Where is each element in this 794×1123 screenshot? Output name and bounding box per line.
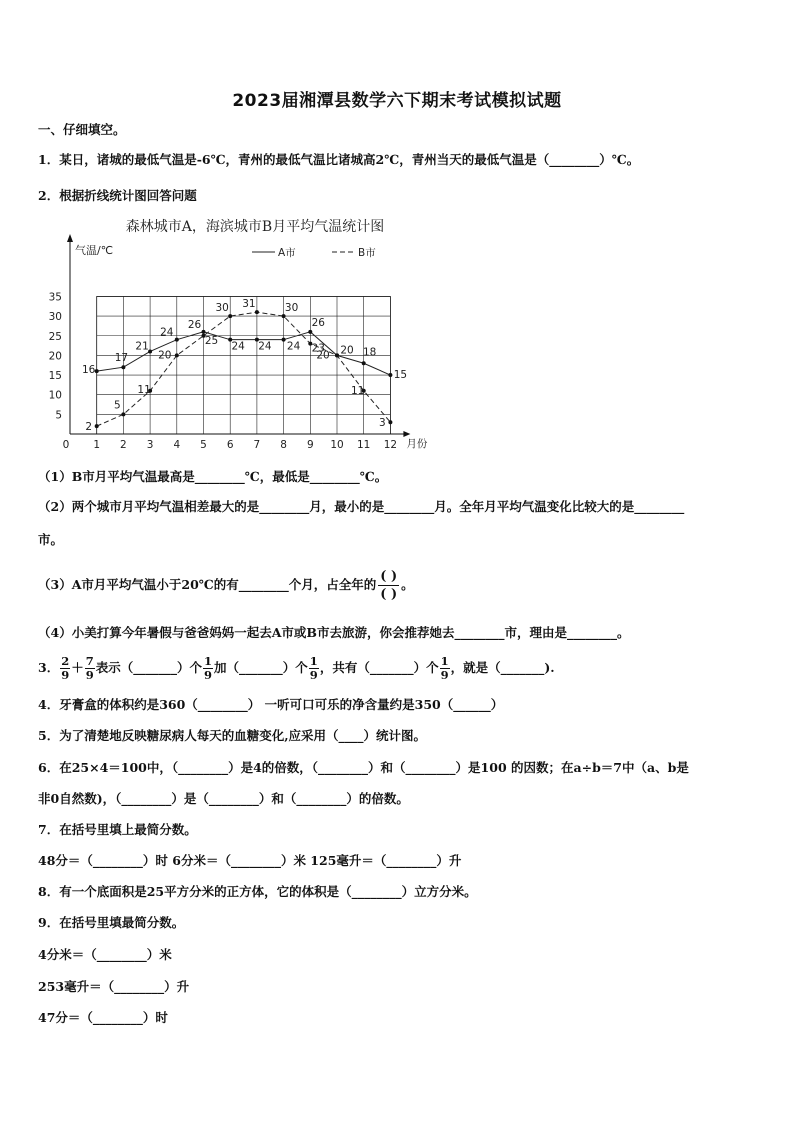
fraction-2-9 — [60, 655, 70, 682]
question-8: 8．有一个底面积是25平方分米的正方体，它的体积是（________）立方分米。 — [38, 884, 477, 899]
fraction-denominator: 9 — [309, 668, 318, 682]
y-tick-label: 20 — [48, 350, 62, 363]
series-a-data-label: 16 — [82, 364, 96, 377]
x-tick-label: 9 — [306, 439, 314, 451]
question-3-text-4: ，就是（_______). — [450, 660, 555, 675]
fraction-numerator: 1 — [309, 654, 318, 668]
question-3-text-2: 加（_______）个 — [214, 660, 308, 675]
x-tick-label: 8 — [280, 439, 287, 451]
y-tick-label: 15 — [48, 370, 62, 383]
question-1: 1．某日，诸城的最低气温是-6℃，青州的最低气温比诸城高2℃，青州当天的最低气温是（________）℃。 — [38, 152, 640, 167]
fraction-denominator: 9 — [440, 668, 449, 682]
y-axis-label: 气温/℃ — [75, 244, 114, 257]
series-a-data-label: 24 — [258, 340, 272, 353]
blank-fraction — [378, 568, 399, 603]
question-6-cont: 非0自然数)，（________）是（________）和（________）的倍数。 — [38, 791, 409, 806]
series-a-point — [388, 373, 392, 377]
x-tick-label: 4 — [173, 439, 181, 451]
x-tick-label: 10 — [330, 439, 344, 451]
question-7-items: 48分＝（________）时 6分米＝（________）米 125毫升＝（________）升 — [38, 853, 462, 868]
x-tick-label: 12 — [383, 439, 398, 451]
y-tick-label: 30 — [48, 311, 62, 324]
x-tick-label: 2 — [120, 439, 127, 451]
question-9-1: 4分米＝（________）米 — [38, 947, 172, 962]
legend-label-a: A市 — [278, 247, 296, 259]
series-a-data-label: 21 — [135, 340, 149, 353]
question-2-3 — [38, 566, 414, 604]
series-b-data-label: 30 — [284, 302, 299, 315]
series-b-point — [228, 314, 232, 318]
y-tick-label: 10 — [48, 389, 62, 402]
plus-sign: ＋ — [71, 660, 84, 675]
question-2: 2．根据折线统计图回答问题 — [38, 188, 197, 203]
question-2-3-text: （3）A市月平均气温小于20℃的有________个月，占全年的 — [38, 577, 377, 592]
chart-grid-frame — [97, 296, 391, 434]
fraction-denominator: 9 — [85, 668, 94, 682]
question-2-1: （1）B市月平均气温最高是________℃，最低是________℃。 — [38, 469, 388, 484]
series-a-data-label: 26 — [187, 318, 202, 331]
series-a-data-label: 17 — [114, 352, 129, 365]
chart-title: 森林城市A，海滨城市B月平均气温统计图 — [125, 219, 385, 235]
y-tick-label: 5 — [55, 409, 62, 422]
section-heading: 一、仔细填空。 — [38, 122, 126, 137]
question-9-3: 47分＝（________）时 — [38, 1010, 168, 1025]
series-b-point — [95, 424, 99, 428]
question-9-2: 253毫升＝（________）升 — [38, 979, 190, 994]
chart-svg — [50, 212, 460, 457]
x-axis-arrow — [403, 431, 410, 437]
fraction-1-9 — [203, 655, 213, 682]
y-tick-label: 25 — [48, 330, 62, 343]
blank-fraction-numerator: ( ) — [380, 569, 398, 584]
page-title: 2023届湘潭县数学六下期末考试模拟试题 — [232, 91, 562, 111]
question-5: 5．为了清楚地反映糖尿病人每天的血糖变化,应采用（____）统计图。 — [38, 728, 427, 743]
question-3-text-3: ，共有（_______）个 — [319, 660, 439, 675]
fraction-numerator: 2 — [61, 654, 70, 668]
series-b-point — [282, 314, 286, 318]
fraction-7-9 — [85, 655, 95, 682]
question-2-2-cont: 市。 — [38, 532, 64, 547]
series-a-point — [175, 338, 179, 342]
series-b-data-label: 30 — [215, 302, 229, 315]
series-a-point — [362, 361, 366, 365]
question-3-text-1: 表示（_______）个 — [95, 660, 203, 675]
fraction-denominator: 9 — [61, 668, 70, 682]
series-b-data-label: 11 — [137, 383, 151, 396]
x-tick-label: 7 — [253, 439, 261, 451]
x-tick-label: 11 — [357, 439, 371, 451]
x-tick-label: 1 — [93, 439, 101, 451]
fraction-numerator: 7 — [85, 654, 94, 668]
series-b-point — [388, 420, 392, 424]
series-b-data-label: 23 — [311, 342, 325, 355]
series-b-data-label: 20 — [316, 349, 330, 362]
x-tick-label: 5 — [200, 439, 207, 451]
fraction-1-9 — [309, 655, 319, 682]
series-a-data-label: 18 — [363, 346, 377, 359]
question-2-2: （2）两个城市月平均气温相差最大的是________月，最小的是________月。全年月平均气温变化比较大的是________ — [38, 499, 685, 514]
x-axis-label: 月份 — [406, 438, 428, 450]
y-axis-arrow — [67, 234, 73, 242]
question-7: 7．在括号里填上最简分数。 — [38, 822, 197, 837]
fraction-numerator: 1 — [204, 654, 213, 668]
series-b-point — [121, 412, 125, 416]
series-a-point — [282, 338, 286, 342]
x-tick-label: 3 — [146, 439, 154, 451]
legend-label-b: B市 — [358, 247, 376, 259]
series-b-data-label: 25 — [204, 334, 219, 347]
series-a-data-label: 15 — [393, 369, 408, 382]
chart-origin-label: 0 — [62, 439, 70, 451]
series-a-data-label: 20 — [340, 344, 354, 357]
series-b-data-label: 11 — [351, 384, 365, 397]
y-tick-label: 35 — [48, 291, 62, 304]
question-2-4: （4）小美打算今年暑假与爸爸妈妈一起去A市或B市去旅游，你会推荐她去________市，理由是________。 — [38, 625, 630, 640]
series-b-point — [255, 310, 259, 314]
fraction-numerator: 1 — [440, 654, 449, 668]
series-b-data-label: 2 — [85, 421, 93, 434]
series-a-data-label: 24 — [160, 326, 174, 339]
question-6: 6．在25×4＝100中，（________）是4的倍数，（________）和（________）是100 的因数；在a÷b＝7中（a、b是 — [38, 760, 689, 775]
series-a-point — [121, 365, 125, 369]
series-b-point — [335, 353, 339, 357]
question-2-3-end: 。 — [401, 577, 414, 592]
series-a-data-label: 26 — [311, 316, 325, 329]
series-b-line — [97, 312, 391, 426]
blank-fraction-denominator: ( ) — [380, 587, 398, 602]
series-a-data-label: 24 — [231, 340, 245, 353]
x-tick-label: 6 — [226, 439, 234, 451]
series-a-data-label: 24 — [286, 340, 301, 353]
series-b-data-label: 3 — [379, 417, 386, 430]
fraction-denominator: 9 — [204, 668, 213, 682]
question-3-number: 3． — [38, 660, 60, 675]
question-4: 4．牙膏盒的体积约是360（________） 一听可口可乐的净含量约是350（______） — [38, 697, 504, 712]
series-b-data-label: 20 — [158, 349, 172, 362]
series-a-point — [202, 330, 206, 334]
question-9: 9．在括号里填最简分数。 — [38, 915, 185, 930]
series-b-point — [175, 353, 179, 357]
line-chart — [50, 212, 460, 461]
series-b-data-label: 5 — [114, 399, 121, 412]
series-b-data-label: 31 — [242, 298, 256, 311]
question-3 — [38, 652, 555, 684]
fraction-1-9 — [440, 655, 450, 682]
series-a-point — [308, 330, 312, 334]
